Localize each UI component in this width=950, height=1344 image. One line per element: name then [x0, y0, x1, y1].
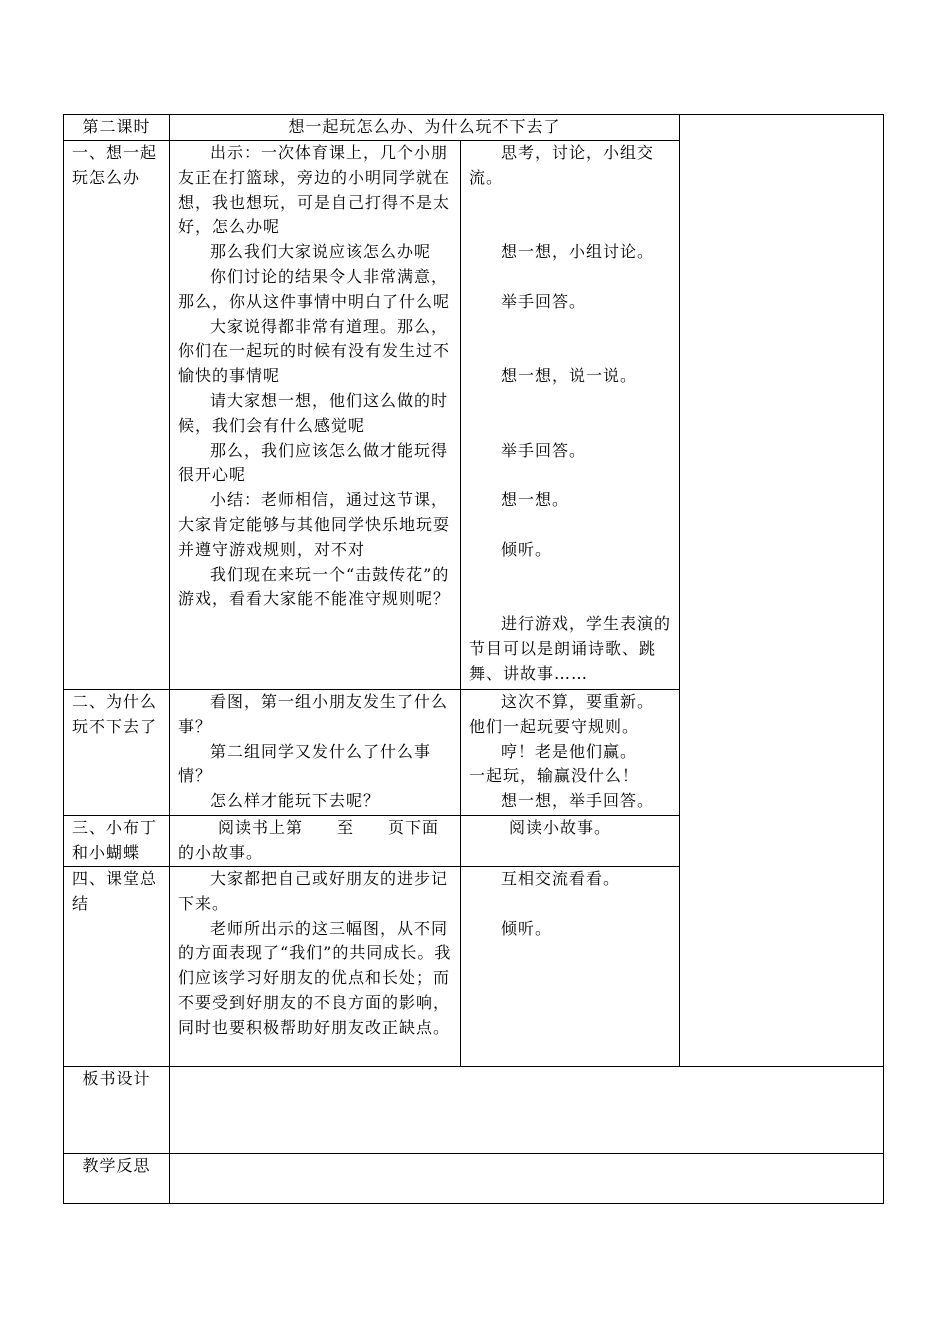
board-design-content	[170, 1067, 884, 1154]
teacher-line: 我们现在来玩一个“击鼓传花”的游戏，看看大家能不能准守规则呢？	[178, 564, 451, 609]
student-line: 这次不算，要重新。	[501, 692, 655, 711]
student-line: 举手回答。	[501, 291, 587, 311]
student-activities	[461, 816, 680, 867]
teacher-line: 小结：老师相信，通过这节课，大家肯定能够与其他同学快乐地玩耍并遵守游戏规则，对不对	[178, 490, 451, 559]
teacher-line: 老师所出示的这三幅图，从不同的方面表现了“我们”的共同成长。我们应该学习好朋友的优点和长处；而不要受到好朋友的不良方面的影响，同时也要积极帮助好朋友改正缺点。	[178, 918, 452, 1037]
student-activities	[461, 141, 680, 690]
student-line: 一起玩，输赢没什么！	[469, 766, 640, 786]
student-line: 他们一起玩要守规则。	[469, 716, 640, 736]
student-line: 想一想，小组讨论。	[501, 242, 655, 262]
notes-column	[680, 115, 884, 1067]
student-line: 举手回答。	[501, 440, 587, 460]
teacher-line: 你们讨论的结果令人非常满意，那么，你从这件事情中明白了什么呢	[178, 266, 451, 311]
teacher-line: 第二组同学又发什么了什么事情？	[178, 741, 432, 786]
lesson-plan-table	[63, 114, 884, 1204]
teacher-line: 大家都把自己或好朋友的进步记下来。	[178, 869, 449, 913]
lesson-title: 想一起玩怎么办、为什么玩不下去了	[170, 115, 680, 141]
lesson-label: 第二课时	[64, 115, 170, 141]
student-line: 思考，讨论，小组交流。	[469, 143, 655, 187]
student-line: 想一想，说一说。	[501, 366, 638, 386]
reflection-label: 教学反思	[64, 1154, 170, 1204]
student-line: 想一想。	[501, 490, 570, 510]
student-activities	[461, 690, 680, 816]
teacher-activities	[170, 867, 461, 1067]
student-line: 哼！老是他们赢。	[501, 741, 638, 761]
reflection-row	[64, 1154, 884, 1204]
teacher-line: 那么我们大家说应该怎么办呢	[210, 242, 432, 262]
teacher-activities	[170, 141, 461, 690]
student-line: 互相交流看看。	[501, 869, 621, 888]
teacher-line: 请大家想一想，他们这么做的时候，我们会有什么感觉呢	[178, 390, 449, 435]
student-line: 阅读小故事。	[509, 818, 612, 837]
teacher-activities	[170, 690, 461, 816]
student-line: 想一想，举手回答。	[501, 791, 655, 811]
section-name: 四、课堂总结	[64, 867, 170, 1067]
reflection-content	[170, 1154, 884, 1204]
student-line: 倾听。	[501, 918, 553, 938]
header-row	[64, 115, 884, 141]
teacher-line: 看图，第一组小朋友发生了什么事？	[178, 692, 449, 736]
section-name: 二、为什么玩不下去了	[64, 690, 170, 816]
teacher-line: 那么，我们应该怎么做才能玩得很开心呢	[178, 440, 449, 485]
teacher-line: 出示：一次体育课上，几个小朋友正在打篮球，旁边的小明同学就在想，我也想玩，可是自己打得不是太好，怎么办呢	[178, 143, 451, 237]
teacher-activities	[170, 816, 461, 867]
board-design-row	[64, 1067, 884, 1154]
teacher-line: 阅读书上第 至 页下面的小故事。	[178, 818, 440, 862]
section-name: 一、想一起玩怎么办	[64, 141, 170, 690]
student-line: 倾听。	[501, 539, 553, 559]
student-line: 进行游戏，学生表演的节目可以是朗诵诗歌、跳舞、讲故事……	[469, 614, 672, 683]
student-activities	[461, 867, 680, 1067]
section-name: 三、小布丁和小蝴蝶	[64, 816, 170, 867]
teacher-line: 大家说得都非常有道理。那么，你们在一起玩的时候有没有发生过不愉快的事情呢	[178, 316, 451, 386]
board-design-label: 板书设计	[64, 1067, 170, 1154]
teacher-line: 怎么样才能玩下去呢？	[210, 791, 381, 811]
